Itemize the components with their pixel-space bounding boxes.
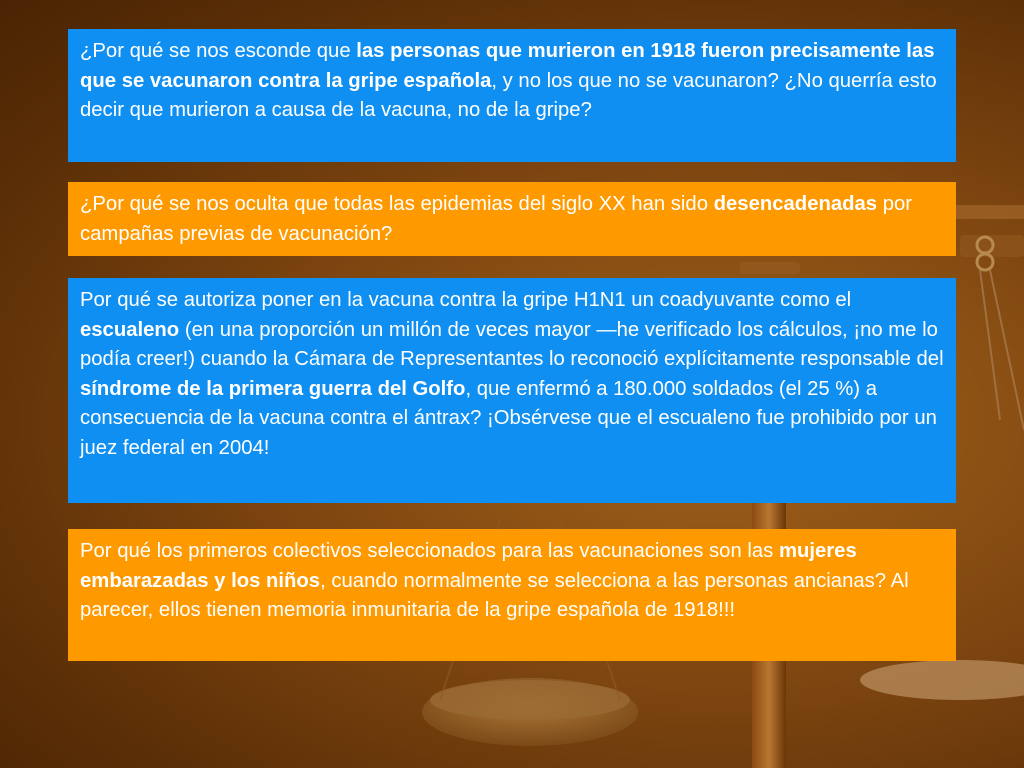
emphasized-text: mujeres embarazadas y los niños: [80, 540, 857, 592]
body-text: , que enfermó a 180.000 soldados (el 25 %) a consecuencia de la vacuna contra el ántrax? ¡Obsérvese que el escualeno fue prohibido por un juez federal en 2004!: [80, 377, 937, 459]
body-text: , y no los que no se vacunaron? ¿No querría esto decir que murieron a causa de la vacuna, no de la gripe?: [80, 69, 937, 121]
question-box-4: [68, 529, 956, 661]
body-text: Por qué se autoriza poner en la vacuna contra la gripe H1N1 un coadyuvante como el: [80, 289, 852, 311]
question-box-1: [68, 29, 956, 162]
emphasized-text: desencadenadas: [713, 193, 878, 215]
body-text: , cuando normalmente se selecciona a las personas ancianas? Al parecer, ellos tienen memoria inmunitaria de la gripe española de 1918!!!: [80, 569, 909, 621]
body-text: (en una proporción un millón de veces mayor —he verificado los cálculos, ¡no me lo podía creer!) cuando la Cámara de Representantes lo reconoció explícitamente responsable del: [80, 318, 944, 370]
body-text: por campañas previas de vacunación?: [80, 193, 913, 245]
body-text: ¿Por qué se nos oculta que todas las epidemias del siglo XX han sido: [80, 193, 714, 215]
question-box-3: [68, 278, 956, 503]
body-text: Por qué los primeros colectivos seleccionados para las vacunaciones son las: [80, 540, 779, 562]
emphasized-text: síndrome de la primera guerra del Golfo: [80, 377, 466, 400]
emphasized-text: escualeno: [80, 318, 180, 341]
question-box-2: [68, 182, 956, 256]
body-text: ¿Por qué se nos esconde que: [80, 40, 357, 62]
emphasized-text: las personas que murieron en 1918 fueron precisamente las que se vacunaron contra la gripe española: [80, 40, 935, 92]
